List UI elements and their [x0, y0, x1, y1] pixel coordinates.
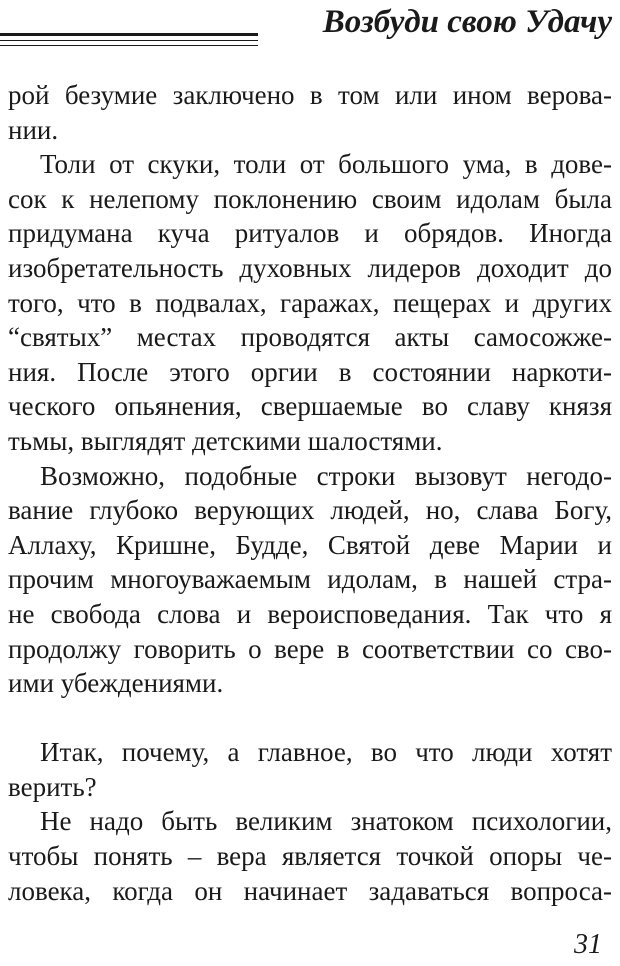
page-body	[8, 78, 612, 908]
text-line: ния. После этого оргии в состоянии наркоти-	[8, 356, 612, 387]
text-line: сок к нелепому поклонению своим идолам была	[8, 183, 612, 214]
section-break	[8, 701, 612, 736]
text-line: ческого опьянения, свершаемые во славу князя	[8, 391, 612, 422]
running-header	[0, 0, 620, 50]
text-line: изобретательность духовных лидеров доходит до	[8, 252, 612, 283]
text-line: Аллаху, Кришне, Будде, Святой деве Марии и	[8, 529, 612, 560]
text-line: нии.	[8, 114, 59, 145]
text-line: тьмы, выглядят детскими шалостями.	[8, 425, 443, 456]
paragraph-first-line: Возможно, подобные строки вызовут негодо-	[40, 460, 612, 491]
text-line: верить?	[8, 771, 97, 802]
text-line: рой безумие заключено в том или ином верова-	[8, 80, 612, 110]
text-line: продолжу говорить о вере в соответствии со сво-	[8, 633, 612, 664]
text-line: придумана куча ритуалов и обрядов. Иногда	[8, 218, 612, 249]
text-line: чтобы понять – вера является точкой опоры че-	[8, 841, 612, 872]
header-rule-thick	[0, 33, 258, 36]
text-line: не свобода слова и вероисповедания. Так что я	[8, 598, 612, 629]
paragraph-first-line: Толи от скуки, толи от большого ума, в дове-	[40, 149, 612, 180]
book-title: Возбуди свою Удачу	[322, 4, 612, 40]
text-line: “святых” местах проводятся акты самосожже-	[8, 322, 612, 353]
paragraph-first-line: Не надо быть великим знатоком психологии,	[40, 806, 612, 837]
text-line: того, что в подвалах, гаражах, пещерах и других	[8, 287, 612, 318]
page-number: 31	[574, 929, 602, 960]
paragraph-first-line: Итак, почему, а главное, во что люди хотят	[40, 737, 612, 768]
text-line: ловека, когда он начинает задаваться вопроса-	[8, 875, 612, 906]
text-line: вание глубоко верующих людей, но, слава Богу,	[8, 495, 612, 526]
header-rule-thin	[0, 45, 258, 46]
text-line: ими убеждениями.	[8, 668, 224, 699]
header-rule-thin	[0, 40, 258, 41]
text-line: прочим многоуважаемым идолам, в нашей стра-	[8, 564, 612, 595]
